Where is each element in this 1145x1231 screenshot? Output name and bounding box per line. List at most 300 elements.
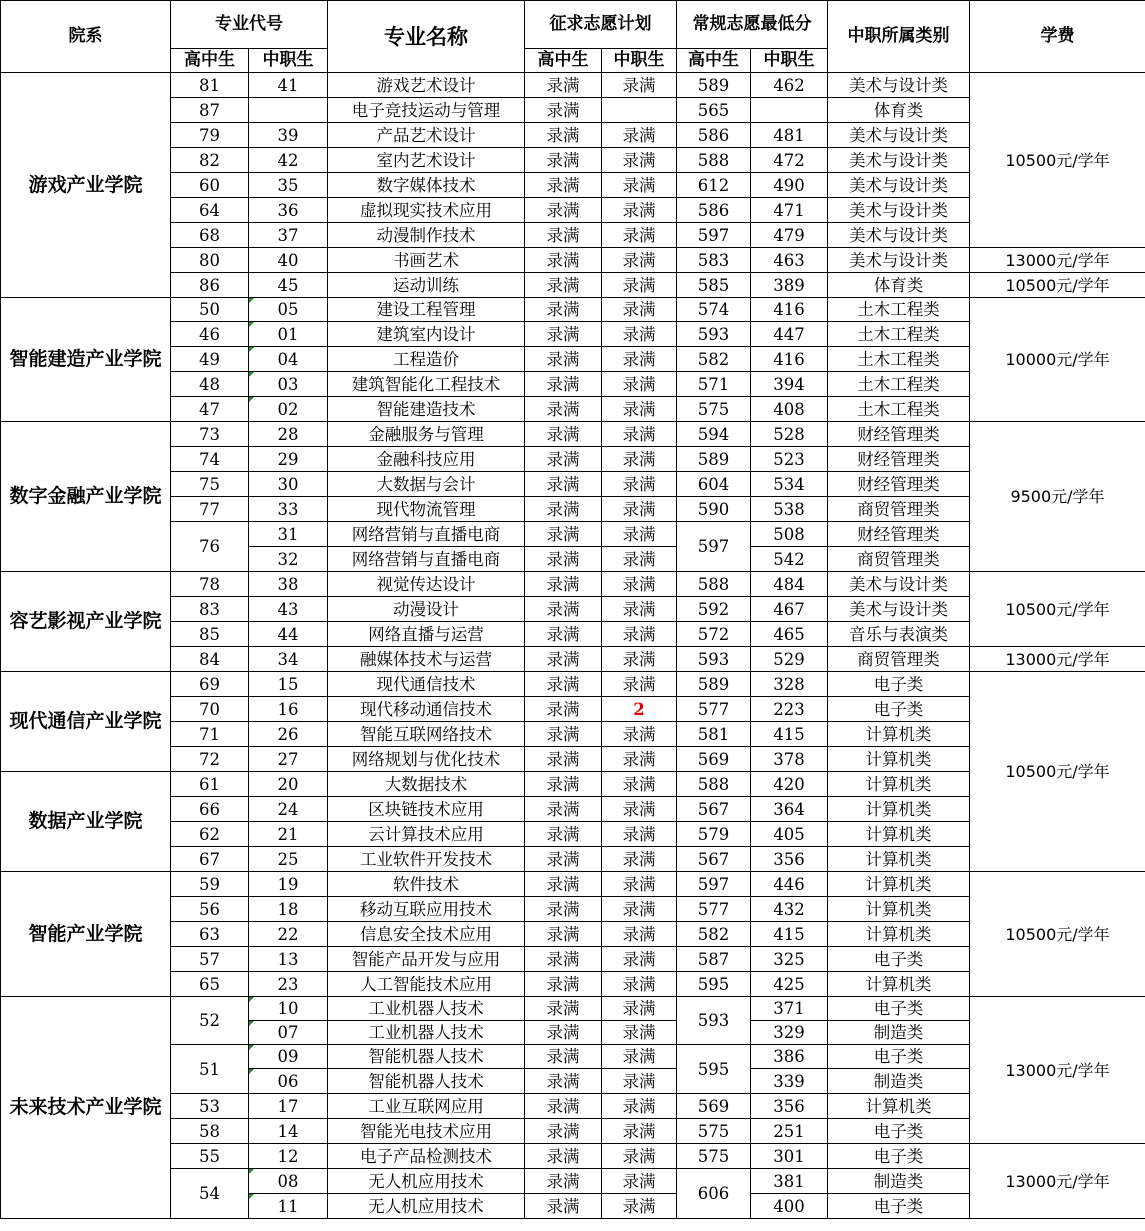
category-cell: 美术与设计类 (828, 597, 970, 622)
score-hs-cell: 586 (677, 123, 751, 148)
fee-cell: 9500元/学年 (970, 422, 1145, 572)
fee-cell: 10500元/学年 (970, 273, 1145, 298)
category-cell: 美术与设计类 (828, 248, 970, 273)
score-hs-cell: 567 (677, 797, 751, 822)
plan-hs-cell: 录满 (525, 298, 602, 322)
vs-code-cell: 43 (249, 597, 328, 622)
plan-vs-cell: 录满 (602, 647, 677, 672)
score-vs-cell: 472 (751, 148, 828, 173)
hs-code-cell: 64 (171, 198, 249, 223)
score-hs-cell: 579 (677, 822, 751, 847)
vs-code-cell: 02 (249, 397, 328, 422)
major-cell: 无人机应用技术 (328, 1194, 525, 1219)
score-vs-cell: 508 (751, 522, 828, 547)
plan-vs-cell: 录满 (602, 997, 677, 1021)
score-hs-cell: 589 (677, 672, 751, 697)
score-hs-cell: 586 (677, 198, 751, 223)
vs-code-cell: 19 (249, 872, 328, 897)
category-cell: 计算机类 (828, 897, 970, 922)
plan-vs-cell: 录满 (602, 223, 677, 248)
plan-vs-cell: 录满 (602, 1069, 677, 1094)
major-cell: 书画艺术 (328, 248, 525, 273)
score-vs-cell: 378 (751, 747, 828, 772)
score-hs-cell: 569 (677, 747, 751, 772)
vs-code-cell: 12 (249, 1144, 328, 1169)
score-vs-cell: 301 (751, 1144, 828, 1169)
category-cell: 体育类 (828, 273, 970, 298)
hs-code-cell: 79 (171, 123, 249, 148)
plan-vs-cell: 录满 (602, 522, 677, 547)
category-cell: 计算机类 (828, 847, 970, 872)
fee-cell: 10500元/学年 (970, 872, 1145, 997)
category-cell: 商贸管理类 (828, 547, 970, 572)
plan-vs-cell: 录满 (602, 372, 677, 397)
score-hs-cell: 593 (677, 322, 751, 347)
score-hs-cell: 575 (677, 397, 751, 422)
hs-code-cell: 52 (171, 997, 249, 1045)
major-cell: 人工智能技术应用 (328, 972, 525, 997)
vs-code-cell: 38 (249, 572, 328, 597)
category-cell: 计算机类 (828, 772, 970, 797)
major-cell: 无人机应用技术 (328, 1169, 525, 1194)
score-hs-cell: 572 (677, 622, 751, 647)
category-cell: 财经管理类 (828, 522, 970, 547)
score-vs-cell: 364 (751, 797, 828, 822)
score-vs-cell: 465 (751, 622, 828, 647)
category-cell: 财经管理类 (828, 472, 970, 497)
major-cell: 视觉传达设计 (328, 572, 525, 597)
plan-vs-cell: 录满 (602, 922, 677, 947)
plan-hs-cell: 录满 (525, 522, 602, 547)
category-cell: 计算机类 (828, 797, 970, 822)
major-cell: 产品艺术设计 (328, 123, 525, 148)
score-vs-cell: 490 (751, 173, 828, 198)
score-hs-cell: 589 (677, 447, 751, 472)
plan-hs-cell: 录满 (525, 622, 602, 647)
score-vs-cell: 408 (751, 397, 828, 422)
category-cell: 电子类 (828, 1194, 970, 1219)
hs-code-cell: 76 (171, 522, 249, 572)
score-hs-cell: 597 (677, 872, 751, 897)
hs-code-cell: 82 (171, 148, 249, 173)
plan-hs-cell: 录满 (525, 397, 602, 422)
table-row (1, 273, 1145, 298)
plan-vs-cell: 录满 (602, 347, 677, 372)
major-cell: 智能机器人技术 (328, 1069, 525, 1094)
vs-code-cell: 25 (249, 847, 328, 872)
plan-vs-cell: 2 (602, 697, 677, 722)
category-cell: 电子类 (828, 1045, 970, 1069)
plan-vs-cell: 录满 (602, 897, 677, 922)
major-cell: 网络直播与运营 (328, 622, 525, 647)
hs-code-cell: 59 (171, 872, 249, 897)
major-cell: 网络营销与直播电商 (328, 547, 525, 572)
plan-hs-cell: 录满 (525, 472, 602, 497)
category-cell: 制造类 (828, 1169, 970, 1194)
hs-code-cell: 53 (171, 1094, 249, 1119)
vs-code-cell: 29 (249, 447, 328, 472)
score-hs-cell: 587 (677, 947, 751, 972)
major-cell: 现代通信技术 (328, 672, 525, 697)
major-cell: 移动互联应用技术 (328, 897, 525, 922)
category-cell: 计算机类 (828, 972, 970, 997)
major-cell: 网络营销与直播电商 (328, 522, 525, 547)
category-cell: 制造类 (828, 1069, 970, 1094)
department-name: 游戏产业学院 (1, 73, 171, 298)
score-hs-cell: 569 (677, 1094, 751, 1119)
table-row (1, 298, 1145, 322)
fee-cell: 13000元/学年 (970, 647, 1145, 672)
plan-vs-cell: 录满 (602, 597, 677, 622)
vs-code-cell: 14 (249, 1119, 328, 1144)
fee-cell: 10000元/学年 (970, 298, 1145, 422)
plan-vs-cell (602, 98, 677, 123)
major-cell: 金融科技应用 (328, 447, 525, 472)
major-cell: 室内艺术设计 (328, 148, 525, 173)
hs-code-cell: 72 (171, 747, 249, 772)
score-vs-cell: 386 (751, 1045, 828, 1069)
plan-vs-cell: 录满 (602, 322, 677, 347)
score-hs-cell: 582 (677, 922, 751, 947)
hs-code-cell: 66 (171, 797, 249, 822)
vs-code-cell: 45 (249, 273, 328, 298)
plan-vs-cell: 录满 (602, 847, 677, 872)
score-vs-cell: 389 (751, 273, 828, 298)
plan-vs-cell: 录满 (602, 547, 677, 572)
plan-hs-cell: 录满 (525, 447, 602, 472)
hs-code-cell: 75 (171, 472, 249, 497)
score-vs-cell: 356 (751, 847, 828, 872)
plan-hs-cell: 录满 (525, 672, 602, 697)
score-vs-cell (751, 98, 828, 123)
vs-code-cell: 13 (249, 947, 328, 972)
hs-code-cell: 58 (171, 1119, 249, 1144)
score-vs-cell: 416 (751, 347, 828, 372)
department-name: 未来技术产业学院 (1, 997, 171, 1219)
major-cell: 虚拟现实技术应用 (328, 198, 525, 223)
major-cell: 工业软件开发技术 (328, 847, 525, 872)
score-hs-cell: 588 (677, 572, 751, 597)
header-major-name: 专业名称 (328, 1, 525, 73)
vs-code-cell: 36 (249, 198, 328, 223)
plan-hs-cell: 录满 (525, 1169, 602, 1194)
hs-code-cell: 87 (171, 98, 249, 123)
major-cell: 智能光电技术应用 (328, 1119, 525, 1144)
hs-code-cell: 65 (171, 972, 249, 997)
category-cell: 制造类 (828, 1021, 970, 1045)
score-vs-cell: 479 (751, 223, 828, 248)
category-cell: 美术与设计类 (828, 198, 970, 223)
plan-vs-cell: 录满 (602, 972, 677, 997)
plan-vs-cell: 录满 (602, 1194, 677, 1219)
major-cell: 建筑智能化工程技术 (328, 372, 525, 397)
plan-hs-cell: 录满 (525, 322, 602, 347)
hs-code-cell: 57 (171, 947, 249, 972)
header-category: 中职所属类别 (828, 1, 970, 73)
hs-code-cell: 68 (171, 223, 249, 248)
plan-hs-cell: 录满 (525, 497, 602, 522)
plan-vs-cell: 录满 (602, 198, 677, 223)
score-hs-cell: 581 (677, 722, 751, 747)
major-cell: 融媒体技术与运营 (328, 647, 525, 672)
hs-code-cell: 49 (171, 347, 249, 372)
category-cell: 商贸管理类 (828, 497, 970, 522)
category-cell: 电子类 (828, 997, 970, 1021)
plan-hs-cell: 录满 (525, 797, 602, 822)
header-fee: 学费 (970, 1, 1145, 73)
plan-hs-cell: 录满 (525, 148, 602, 173)
major-cell: 金融服务与管理 (328, 422, 525, 447)
hs-code-cell: 77 (171, 497, 249, 522)
score-vs-cell: 394 (751, 372, 828, 397)
hs-code-cell: 60 (171, 173, 249, 198)
vs-code-cell: 09 (249, 1045, 328, 1069)
table-row (1, 672, 1145, 697)
category-cell: 土木工程类 (828, 347, 970, 372)
score-vs-cell: 446 (751, 872, 828, 897)
vs-code-cell: 11 (249, 1194, 328, 1219)
vs-code-cell: 32 (249, 547, 328, 572)
header-min-score: 常规志愿最低分 (677, 1, 828, 49)
plan-hs-cell: 录满 (525, 572, 602, 597)
score-hs-cell: 588 (677, 148, 751, 173)
plan-vs-cell: 录满 (602, 772, 677, 797)
hs-code-cell: 51 (171, 1045, 249, 1094)
major-cell: 数字媒体技术 (328, 173, 525, 198)
score-vs-cell: 325 (751, 947, 828, 972)
vs-code-cell: 37 (249, 223, 328, 248)
plan-vs-cell: 录满 (602, 822, 677, 847)
plan-hs-cell: 录满 (525, 597, 602, 622)
table-row (1, 1144, 1145, 1169)
score-vs-cell: 538 (751, 497, 828, 522)
hs-code-cell: 67 (171, 847, 249, 872)
vs-code-cell: 27 (249, 747, 328, 772)
plan-hs-cell: 录满 (525, 248, 602, 273)
vs-code-cell: 39 (249, 123, 328, 148)
score-hs-cell: 575 (677, 1144, 751, 1169)
hs-code-cell: 63 (171, 922, 249, 947)
plan-hs-cell: 录满 (525, 1194, 602, 1219)
vs-code-cell: 07 (249, 1021, 328, 1045)
score-hs-cell: 577 (677, 697, 751, 722)
major-cell: 工业互联网应用 (328, 1094, 525, 1119)
score-hs-cell: 606 (677, 1169, 751, 1219)
header-row (1, 1, 1145, 49)
vs-code-cell: 16 (249, 697, 328, 722)
score-hs-cell: 565 (677, 98, 751, 123)
plan-vs-cell: 录满 (602, 248, 677, 273)
table-row (1, 872, 1145, 897)
plan-hs-cell: 录满 (525, 547, 602, 572)
score-hs-cell: 571 (677, 372, 751, 397)
category-cell: 计算机类 (828, 872, 970, 897)
score-vs-cell: 462 (751, 73, 828, 98)
major-cell: 智能互联网络技术 (328, 722, 525, 747)
score-hs-cell: 594 (677, 422, 751, 447)
category-cell: 财经管理类 (828, 422, 970, 447)
plan-hs-cell: 录满 (525, 73, 602, 98)
fee-cell: 13000元/学年 (970, 248, 1145, 273)
hs-code-cell: 71 (171, 722, 249, 747)
score-vs-cell: 415 (751, 922, 828, 947)
vs-code-cell: 15 (249, 672, 328, 697)
header-plan: 征求志愿计划 (525, 1, 677, 49)
vs-code-cell: 42 (249, 148, 328, 173)
score-hs-cell: 593 (677, 997, 751, 1045)
subheader-code-hs: 高中生 (171, 49, 249, 73)
score-hs-cell: 589 (677, 73, 751, 98)
score-vs-cell: 542 (751, 547, 828, 572)
category-cell: 美术与设计类 (828, 73, 970, 98)
plan-vs-cell: 录满 (602, 173, 677, 198)
department-name: 数字金融产业学院 (1, 422, 171, 572)
plan-vs-cell: 录满 (602, 1169, 677, 1194)
category-cell: 土木工程类 (828, 372, 970, 397)
score-hs-cell: 588 (677, 772, 751, 797)
category-cell: 体育类 (828, 98, 970, 123)
plan-vs-cell: 录满 (602, 298, 677, 322)
score-vs-cell: 329 (751, 1021, 828, 1045)
vs-code-cell: 22 (249, 922, 328, 947)
plan-vs-cell: 录满 (602, 148, 677, 173)
major-cell: 信息安全技术应用 (328, 922, 525, 947)
score-hs-cell: 593 (677, 647, 751, 672)
score-hs-cell: 567 (677, 847, 751, 872)
score-vs-cell: 420 (751, 772, 828, 797)
category-cell: 财经管理类 (828, 447, 970, 472)
plan-hs-cell: 录满 (525, 647, 602, 672)
subheader-plan-vs: 中职生 (602, 49, 677, 73)
category-cell: 计算机类 (828, 822, 970, 847)
hs-code-cell: 83 (171, 597, 249, 622)
vs-code-cell: 26 (249, 722, 328, 747)
plan-vs-cell: 录满 (602, 1021, 677, 1045)
hs-code-cell: 70 (171, 697, 249, 722)
score-hs-cell: 583 (677, 248, 751, 273)
category-cell: 土木工程类 (828, 397, 970, 422)
plan-vs-cell: 录满 (602, 447, 677, 472)
category-cell: 美术与设计类 (828, 123, 970, 148)
plan-vs-cell: 录满 (602, 273, 677, 298)
department-name: 数据产业学院 (1, 772, 171, 872)
fee-cell: 10500元/学年 (970, 73, 1145, 248)
hs-code-cell: 74 (171, 447, 249, 472)
plan-hs-cell: 录满 (525, 273, 602, 298)
plan-vs-cell: 录满 (602, 872, 677, 897)
hs-code-cell: 47 (171, 397, 249, 422)
department-name: 现代通信产业学院 (1, 672, 171, 772)
plan-hs-cell: 录满 (525, 922, 602, 947)
hs-code-cell: 54 (171, 1169, 249, 1219)
plan-hs-cell: 录满 (525, 1069, 602, 1094)
subheader-code-vs: 中职生 (249, 49, 328, 73)
score-hs-cell: 595 (677, 972, 751, 997)
score-vs-cell: 400 (751, 1194, 828, 1219)
hs-code-cell: 78 (171, 572, 249, 597)
vs-code-cell: 18 (249, 897, 328, 922)
hs-code-cell: 69 (171, 672, 249, 697)
score-vs-cell: 425 (751, 972, 828, 997)
score-hs-cell: 585 (677, 273, 751, 298)
category-cell: 电子类 (828, 947, 970, 972)
vs-code-cell: 40 (249, 248, 328, 273)
plan-vs-cell: 录满 (602, 1144, 677, 1169)
major-cell: 网络规划与优化技术 (328, 747, 525, 772)
category-cell: 计算机类 (828, 747, 970, 772)
score-hs-cell: 597 (677, 223, 751, 248)
score-vs-cell: 481 (751, 123, 828, 148)
plan-hs-cell: 录满 (525, 1119, 602, 1144)
plan-vs-cell: 录满 (602, 397, 677, 422)
plan-hs-cell: 录满 (525, 697, 602, 722)
major-cell: 现代物流管理 (328, 497, 525, 522)
category-cell: 美术与设计类 (828, 173, 970, 198)
category-cell: 计算机类 (828, 722, 970, 747)
hs-code-cell: 48 (171, 372, 249, 397)
vs-code-cell: 23 (249, 972, 328, 997)
score-vs-cell: 528 (751, 422, 828, 447)
major-cell: 大数据与会计 (328, 472, 525, 497)
plan-hs-cell: 录满 (525, 347, 602, 372)
major-cell: 动漫制作技术 (328, 223, 525, 248)
hs-code-cell: 86 (171, 273, 249, 298)
score-vs-cell: 223 (751, 697, 828, 722)
major-cell: 建设工程管理 (328, 298, 525, 322)
hs-code-cell: 50 (171, 298, 249, 322)
category-cell: 美术与设计类 (828, 148, 970, 173)
vs-code-cell: 03 (249, 372, 328, 397)
plan-hs-cell: 录满 (525, 422, 602, 447)
fee-cell: 13000元/学年 (970, 1144, 1145, 1219)
table-row (1, 73, 1145, 98)
major-cell: 电子竞技运动与管理 (328, 98, 525, 123)
department-name: 智能产业学院 (1, 872, 171, 997)
category-cell: 电子类 (828, 1119, 970, 1144)
score-vs-cell: 328 (751, 672, 828, 697)
vs-code-cell: 41 (249, 73, 328, 98)
plan-vs-cell: 录满 (602, 622, 677, 647)
plan-hs-cell: 录满 (525, 772, 602, 797)
hs-code-cell: 80 (171, 248, 249, 273)
score-vs-cell: 529 (751, 647, 828, 672)
plan-vs-cell: 录满 (602, 497, 677, 522)
plan-hs-cell: 录满 (525, 372, 602, 397)
score-vs-cell: 534 (751, 472, 828, 497)
vs-code-cell: 33 (249, 497, 328, 522)
vs-code-cell: 10 (249, 997, 328, 1021)
subheader-score-vs: 中职生 (751, 49, 828, 73)
major-cell: 区块链技术应用 (328, 797, 525, 822)
category-cell: 美术与设计类 (828, 223, 970, 248)
vs-code-cell: 20 (249, 772, 328, 797)
plan-hs-cell: 录满 (525, 997, 602, 1021)
score-vs-cell: 371 (751, 997, 828, 1021)
score-vs-cell: 484 (751, 572, 828, 597)
score-vs-cell: 405 (751, 822, 828, 847)
subheader-score-hs: 高中生 (677, 49, 751, 73)
hs-code-cell: 81 (171, 73, 249, 98)
vs-code-cell: 24 (249, 797, 328, 822)
plan-vs-cell: 录满 (602, 73, 677, 98)
plan-hs-cell: 录满 (525, 1144, 602, 1169)
plan-vs-cell: 录满 (602, 1094, 677, 1119)
score-vs-cell: 251 (751, 1119, 828, 1144)
header-code: 专业代号 (171, 1, 328, 49)
score-vs-cell: 467 (751, 597, 828, 622)
fee-cell: 13000元/学年 (970, 997, 1145, 1144)
category-cell: 计算机类 (828, 1094, 970, 1119)
